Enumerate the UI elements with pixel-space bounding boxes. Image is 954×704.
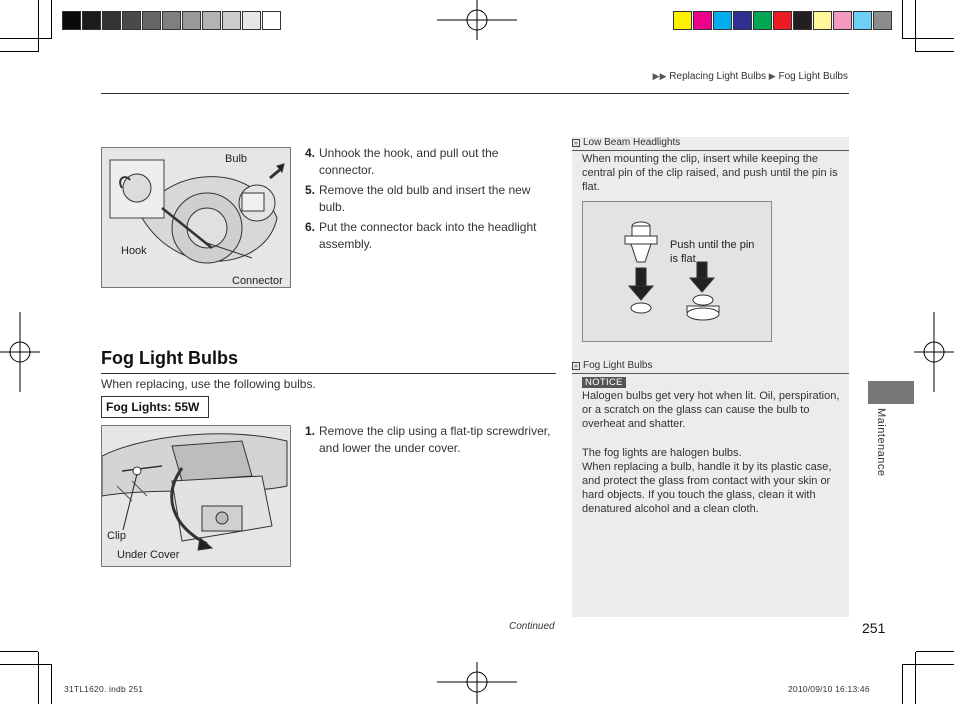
breadcrumb: [653, 71, 848, 82]
print-slug-left: 31TL1620. indb 251: [64, 684, 144, 694]
figure-label-hook: Hook: [121, 245, 147, 257]
section-intro: When replacing, use the following bulbs.: [101, 377, 316, 391]
section-title: Fog Light Bulbs: [101, 348, 238, 368]
figure-label-under-cover: Under Cover: [117, 549, 180, 561]
breadcrumb-arrow-icon: ▶: [768, 71, 776, 81]
note-title: Low Beam Headlights: [583, 137, 681, 148]
bulb-spec-box: Fog Lights: 55W: [101, 396, 209, 418]
step-text: Remove the old bulb and insert the new bulb.: [319, 183, 531, 214]
step-text: Remove the clip using a flat-tip screwdriver, and lower the under cover.: [319, 424, 551, 455]
step-item: [305, 219, 555, 252]
step-number: 4.: [305, 146, 316, 160]
note-text: The fog lights are halogen bulbs.: [582, 447, 742, 459]
steps-bottom: [305, 423, 557, 460]
note-text: When mounting the clip, insert while keeping the central pin of the clip raised, and push until the pin is flat.: [582, 153, 838, 193]
note-text: When replacing a bulb, handle it by its plastic case, and protect the glass from contact with your skin or hard objects. If you touch the glass, clean it with denatured alcohol and a clean cloth.: [582, 461, 832, 515]
steps-top: [305, 145, 555, 256]
note-reference-icon: »: [572, 362, 580, 370]
headlight-bulb-illustration: [101, 147, 291, 288]
clip-mounting-illustration: [582, 201, 772, 342]
note-heading: [572, 137, 680, 148]
breadcrumb-item[interactable]: Replacing Light Bulbs: [669, 71, 767, 82]
note-heading: [572, 360, 653, 371]
print-slug-right: 2010/09/10 16:13:46: [788, 684, 870, 694]
step-item: [305, 145, 555, 178]
figure-label-push: Push until the pin is flat: [670, 239, 755, 265]
figure-label-clip: Clip: [107, 530, 126, 542]
continued-label: Continued: [509, 621, 555, 632]
breadcrumb-item-current: Fog Light Bulbs: [778, 71, 848, 82]
under-cover-drawing: [102, 426, 291, 567]
note-rule: [572, 373, 849, 374]
step-text: Unhook the hook, and pull out the connector.: [319, 146, 499, 177]
section-rule: [101, 373, 556, 374]
under-cover-illustration: [101, 425, 291, 567]
figure-label-connector: Connector: [232, 275, 283, 287]
notice-text: Halogen bulbs get very hot when lit. Oil, perspiration, or a scratch on the glass can cause the bulb to overheat and shatter.: [582, 390, 840, 430]
breadcrumb-arrow-icon: ▶▶: [652, 71, 667, 81]
step-number: 6.: [305, 220, 316, 234]
note-rule: [572, 150, 849, 151]
step-item: [305, 182, 555, 215]
chapter-tab-label[interactable]: Maintenance: [875, 408, 887, 477]
step-item: [305, 423, 557, 456]
note-reference-icon: »: [572, 139, 580, 147]
step-number: 1.: [305, 424, 316, 438]
note-title: Fog Light Bulbs: [583, 360, 653, 371]
page-number: 251: [862, 620, 886, 636]
step-text: Put the connector back into the headlight assembly.: [319, 220, 537, 251]
figure-label-bulb: Bulb: [225, 153, 248, 165]
notice-badge: NOTICE: [582, 377, 626, 388]
headlight-drawing: [102, 148, 291, 288]
clip-drawing: [583, 202, 772, 342]
chapter-tab[interactable]: [868, 381, 914, 404]
header-rule: [101, 93, 849, 94]
step-number: 5.: [305, 183, 316, 197]
